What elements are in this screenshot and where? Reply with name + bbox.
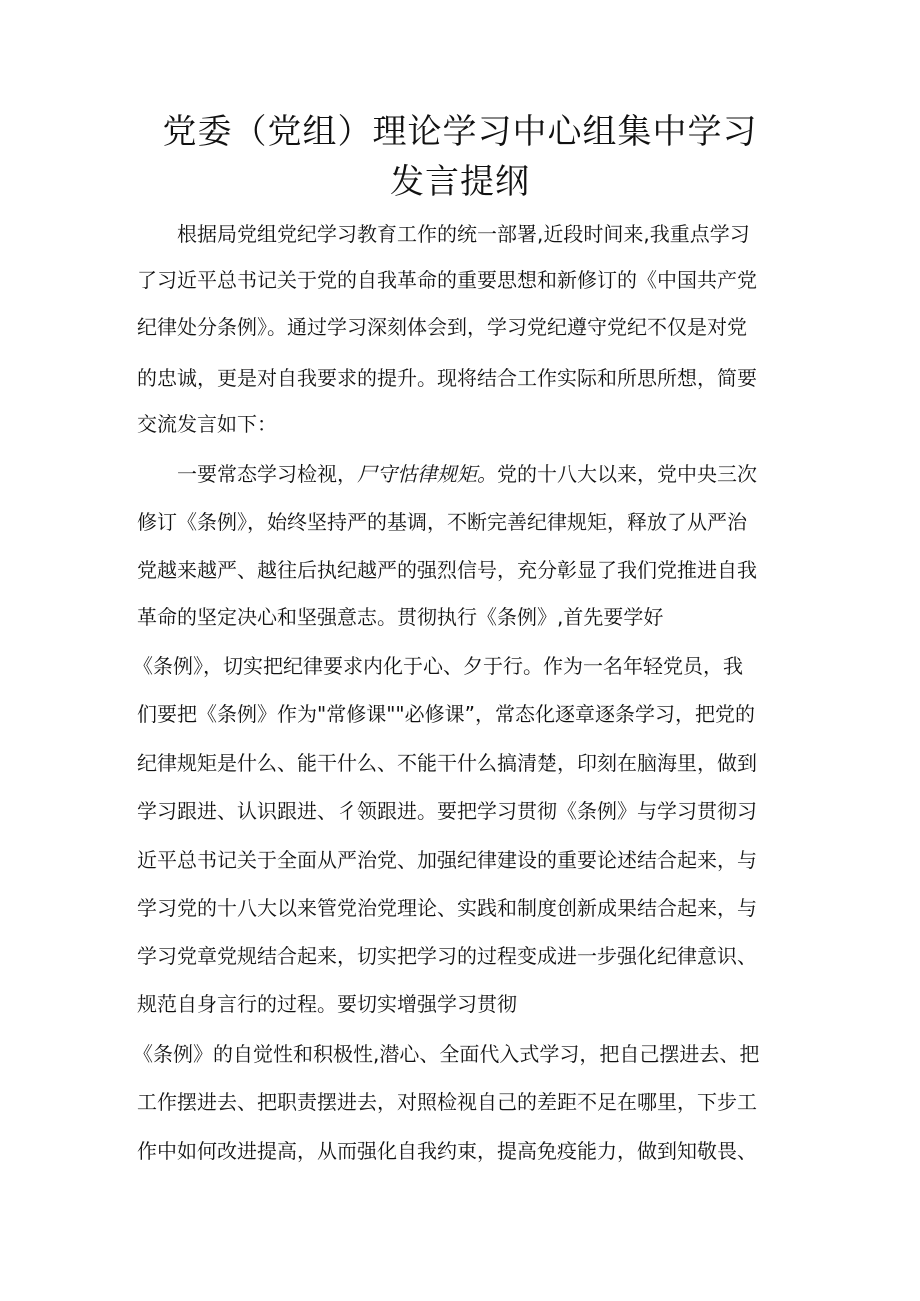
text-line: 学习党的十八大以来管党治党理论、实践和制度创新成果结合起来，与 bbox=[137, 896, 757, 920]
text-line: 党越来越严、越往后执纪越严的强烈信号，充分彰显了我们党推进自我 bbox=[137, 558, 757, 582]
text-line: 了习近平总书记关于党的自我革命的重要思想和新修订的《中国共产党 bbox=[137, 268, 757, 292]
text-line: 革命的坚定决心和坚强意志。贯彻执行《条例》,首先要学好 bbox=[137, 605, 664, 629]
point-emphasis: 尸守怙律规矩。 bbox=[357, 462, 497, 486]
text-line: 根据局党组党纪学习教育工作的统一部署,近段时间来,我重点学习 bbox=[177, 222, 750, 246]
text-line bbox=[177, 460, 817, 488]
text-line: 工作摆进去、把职责摆进去，对照检视自己的差距不足在哪里，下步工 bbox=[137, 1090, 757, 1114]
document-title-line-1: 党委（党组）理论学习中心组集中学习 bbox=[162, 112, 758, 152]
point-lead: 一要常态学习检视， bbox=[177, 462, 357, 486]
text-line: 近平总书记关于全面从严治党、加强纪律建设的重要论述结合起来，与 bbox=[137, 848, 757, 872]
point-rest: 党的十八大以来，党中央三次 bbox=[497, 462, 757, 486]
text-line: 规范自身言行的过程。要切实增强学习贯彻 bbox=[137, 992, 517, 1016]
text-line: 作中如何改进提高，从而强化自我约束，提高免疫能力，做到知敬畏、 bbox=[137, 1139, 757, 1163]
text-line: 《条例》的自觉性和积极性,潜心、全面代入式学习，把自己摆进去、把 bbox=[133, 1042, 760, 1066]
text-line: 纪律处分条例》。通过学习深刻体会到，学习党纪遵守党纪不仅是对党 bbox=[137, 315, 747, 339]
document-title-line-2: 发言提纲 bbox=[390, 162, 530, 202]
text-line: 的忠诚，更是对自我要求的提升。现将结合工作实际和所思所想，简要 bbox=[137, 366, 757, 390]
text-line: 纪律规矩是什么、能干什么、不能干什么搞清楚，印刻在脑海里，做到 bbox=[137, 751, 757, 775]
text-line: 们要把《条例》作为"常修课""必修课”，常态化逐章逐条学习，把党的 bbox=[137, 702, 755, 726]
text-line: 交流发言如下： bbox=[137, 412, 277, 436]
text-line: 学习跟进、认识跟进、彳领跟进。要把学习贯彻《条例》与学习贯彻习 bbox=[137, 799, 757, 823]
text-line: 学习党章党规结合起来，切实把学习的过程变成进一步强化纪律意识、 bbox=[137, 944, 757, 968]
text-line: 修订《条例》，始终坚持严的基调，不断完善纪律规矩，释放了从严治 bbox=[137, 510, 747, 534]
text-line: 《条例》，切实把纪律要求内化于心、夕于行。作为一名年轻党员，我 bbox=[133, 654, 743, 678]
